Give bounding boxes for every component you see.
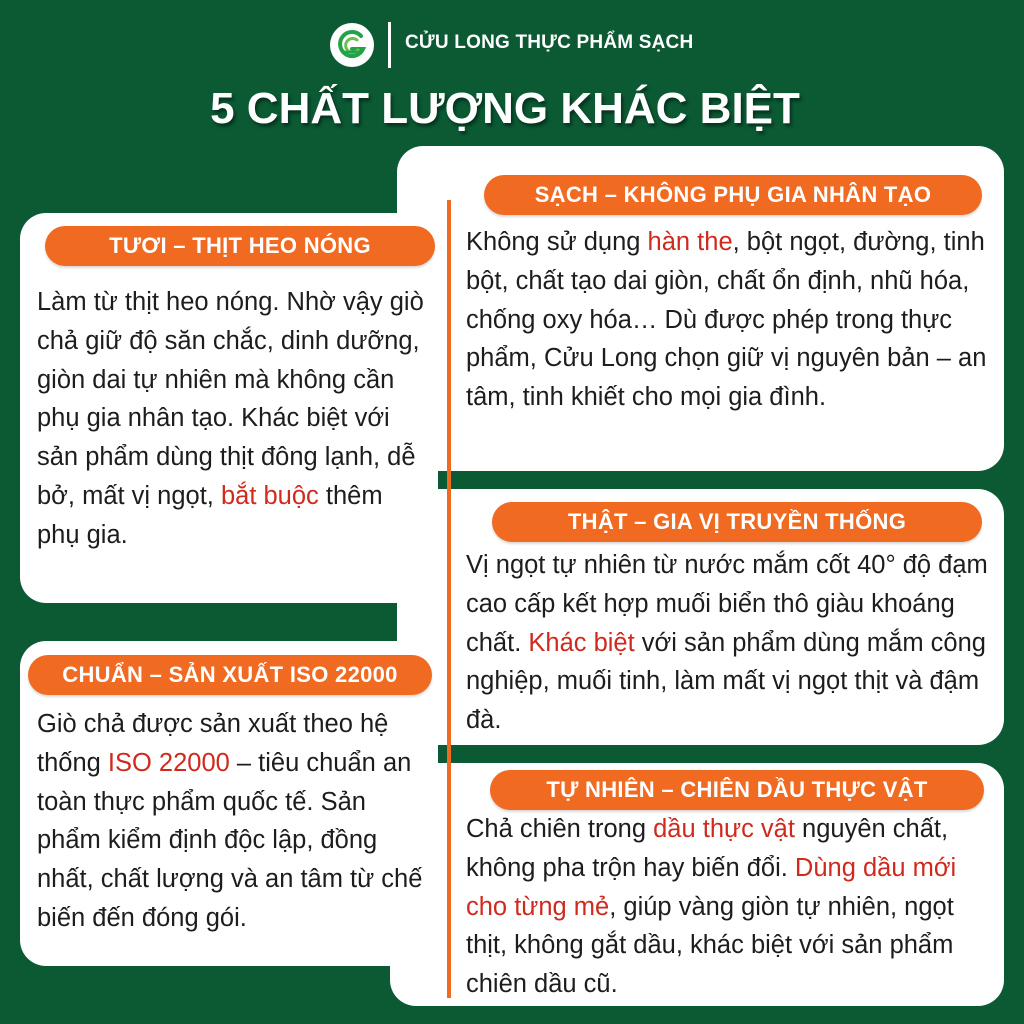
card-tuoi-title: TƯƠI – THỊT HEO NÓNG <box>45 226 435 266</box>
card-sach-title: SẠCH – KHÔNG PHỤ GIA NHÂN TẠO <box>484 175 982 215</box>
highlight-text: hàn the <box>647 228 733 256</box>
card-sach-body <box>466 223 996 417</box>
text: nguyên chất, không pha trộn hay biến đổi. <box>466 815 949 882</box>
card-chuan-title: CHUẨN – SẢN XUẤT ISO 22000 <box>28 655 432 695</box>
card-that-body <box>466 546 996 740</box>
text: , bột ngọt, đường, tinh bột, chất tạo dai giòn, chất ổn định, nhũ hóa, chống oxy hóa… Dù được phép trong thực phẩm, Cửu Long chọn giữ vị nguyên bản – an tâm, tinh khiết cho mọi gia đình. <box>466 228 987 412</box>
text: Làm từ thịt heo nóng. Nhờ vậy giò chả giữ độ săn chắc, dinh dưỡng, giòn dai tự nhiên mà không cần phụ gia nhân tạo. Khác biệt với sản phẩm dùng thịt đông lạnh, dễ bở, mất vị ngọt, <box>37 288 424 510</box>
text: thêm phụ gia. <box>37 481 383 549</box>
text: với sản phẩm dùng mắm công nghiệp, muối tinh, làm mất vị ngọt thịt và đậm đà. <box>466 628 986 735</box>
divider-line <box>447 200 451 998</box>
text: Giò chả được sản xuất theo hệ thống <box>37 710 389 777</box>
card-tuoi-body <box>37 283 427 555</box>
page-title: 5 CHẤT LƯỢNG KHÁC BIỆT <box>210 84 800 133</box>
text: Chả chiên trong <box>466 815 654 843</box>
brand-name: CỬU LONG THỰC PHẨM SẠCH <box>405 32 694 53</box>
card-tunhien-body <box>466 810 996 1004</box>
highlight-text: dầu thực vật <box>653 815 795 843</box>
text: , giúp vàng giòn tự nhiên, ngọt thịt, không gắt dầu, khác biệt với sản phẩm chiên dầu cũ. <box>466 892 954 999</box>
highlight-text: Dùng dầu mới cho từng mẻ <box>466 853 957 921</box>
text: – tiêu chuẩn an toàn thực phẩm quốc tế. Sản phẩm kiểm định độc lập, đồng nhất, chất lượng và an tâm từ chế biến đến đóng gói. <box>37 748 423 932</box>
text: Vị ngọt tự nhiên từ nước mắm cốt 40° độ đạm cao cấp kết hợp muối biển thô giàu khoáng chất. <box>466 551 988 657</box>
highlight-text: Khác biệt <box>528 628 635 657</box>
text: Không sử dụng <box>466 228 648 256</box>
card-that-title: THẬT – GIA VỊ TRUYỀN THỐNG <box>492 502 982 542</box>
cuu-long-logo-icon <box>330 23 374 67</box>
header-divider <box>388 22 391 68</box>
highlight-text: ISO 22000 <box>107 748 230 777</box>
highlight-text: bắt buộc <box>220 481 319 510</box>
card-tunhien-title: TỰ NHIÊN – CHIÊN DẦU THỰC VẬT <box>490 770 984 810</box>
card-chuan-body <box>37 705 432 938</box>
